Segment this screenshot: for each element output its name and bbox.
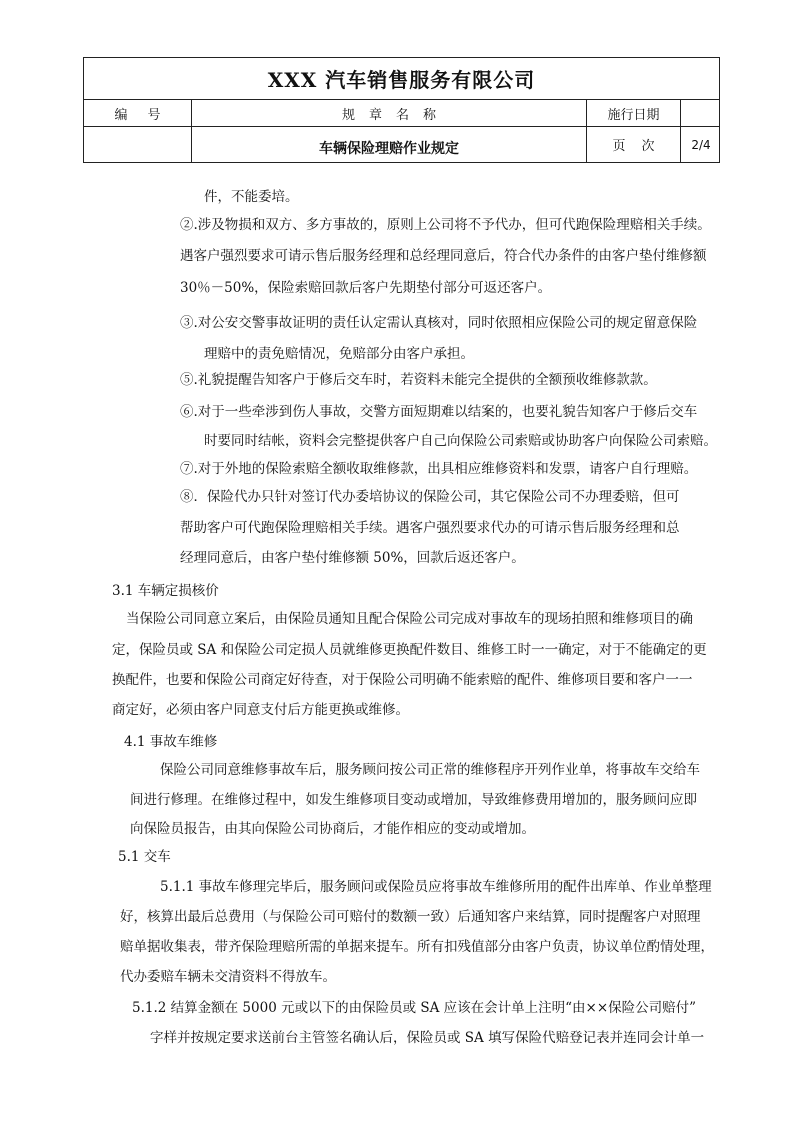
page-number: 2/4: [691, 137, 711, 152]
body-line: 时要同时结帐，资料会完整提供客户自己向保险公司索赔或协助客户向保险公司索赔。: [204, 433, 717, 449]
effective-date-value: [681, 100, 721, 126]
section-heading: 4.1 事故车维修: [124, 734, 218, 750]
body-line: 件，不能委培。: [204, 189, 299, 205]
body-line: ⑧．保险代办只针对签订代办委培协议的保险公司，其它保险公司不办理委赔，但可: [180, 489, 680, 505]
body-line: 向保险员报告，由其向保险公司协商后，才能作相应的变动或增加。: [130, 821, 535, 837]
header-table: [83, 57, 720, 163]
body-line: 赔单据收集表，带齐保险理赔所需的单据来提车。所有扣残值部分由客户负责，协议单位酌情处理，: [120, 939, 714, 955]
body-line: 间进行修理。在维修过程中，如发生维修项目变动或增加，导致维修费用增加的，服务顾问应即: [130, 792, 697, 808]
body-line: 30％－50%，保险索赔回款后客户先期垫付部分可返还客户。: [180, 280, 552, 296]
page-label: 页次: [587, 127, 681, 162]
header-row-labels: [84, 100, 719, 127]
number-value: [84, 127, 192, 162]
body-line: 好，核算出最后总费用（与保险公司可赔付的数额一致）后通知客户来结算，同时提醒客户对照理: [120, 909, 701, 925]
body-line: ⑦.对于外地的保险索赔全额收取维修款，出具相应维修资料和发票，请客户自行理赔。: [180, 461, 698, 477]
body-line: 当保险公司同意立案后，由保险员通知且配合保险公司完成对事故车的现场拍照和维修项目的确: [126, 611, 693, 627]
body-line: ②.涉及物损和双方、多方事故的，原则上公司将不予代办，但可代跑保险理赔相关手续。: [180, 217, 711, 233]
number-label: 编号: [84, 100, 192, 126]
header-row-company: [84, 58, 719, 100]
effective-date-label: 施行日期: [587, 100, 681, 126]
body-line: ③.对公安交警事故证明的责任认定需认真核对，同时依照相应保险公司的规定留意保险: [180, 315, 698, 331]
body-line: 代办委赔车辆未交清资料不得放车。: [120, 969, 336, 985]
body-line: 商定好，必须由客户同意支付后方能更换或维修。: [112, 702, 409, 718]
body-line: 经理同意后，由客户垫付维修额 50%，回款后返还客户。: [180, 550, 525, 566]
regulation-name-label: 规章名称: [192, 100, 587, 126]
body-line: 5.1.1 事故车修理完毕后，服务顾问或保险员应将事故车维修所用的配件出库单、作业单整理: [160, 879, 712, 895]
body-line: ⑥.对于一些牵涉到伤人事故，交警方面短期难以结案的，也要礼貌告知客户于修后交车: [180, 404, 698, 420]
body-line: 保险公司同意维修事故车后，服务顾问按公司正常的维修程序开列作业单，将事故车交给车: [160, 762, 700, 778]
body-line: ⑤.礼貌提醒告知客户于修后交车时，若资料未能完全提供的全额预收维修款款。: [180, 372, 657, 388]
body-line: 5.1.2 结算金额在 5000 元或以下的由保险员或 SA 应该在会计单上注明“由××保险公司赔付”: [132, 1000, 697, 1016]
section-heading: 3.1 车辆定损核价: [112, 583, 219, 599]
body-line: 理赔中的责免赔情况，免赔部分由客户承担。: [204, 346, 474, 362]
section-heading: 5.1 交车: [118, 849, 171, 865]
body-line: 换配件，也要和保险公司商定好待查，对于保险公司明确不能索赔的配件、维修项目要和客户一一: [112, 672, 693, 688]
header-row-values: [84, 127, 719, 162]
regulation-title: 车辆保险理赔作业规定: [192, 127, 587, 162]
body-line: 定，保险员或 SA 和保险公司定损人员就维修更换配件数目、维修工时一一确定，对于不能确定的更: [112, 642, 707, 658]
body-line: 遇客户强烈要求可请示售后服务经理和总经理同意后，符合代办条件的由客户垫付维修额: [180, 248, 707, 264]
body-line: 帮助客户可代跑保险理赔相关手续。遇客户强烈要求代办的可请示售后服务经理和总: [180, 520, 680, 536]
company-name: XXX 汽车销售服务有限公司: [267, 68, 536, 92]
body-line: 字样并按规定要求送前台主管签名确认后，保险员或 SA 填写保险代赔登记表并连同会计单一: [150, 1030, 705, 1046]
